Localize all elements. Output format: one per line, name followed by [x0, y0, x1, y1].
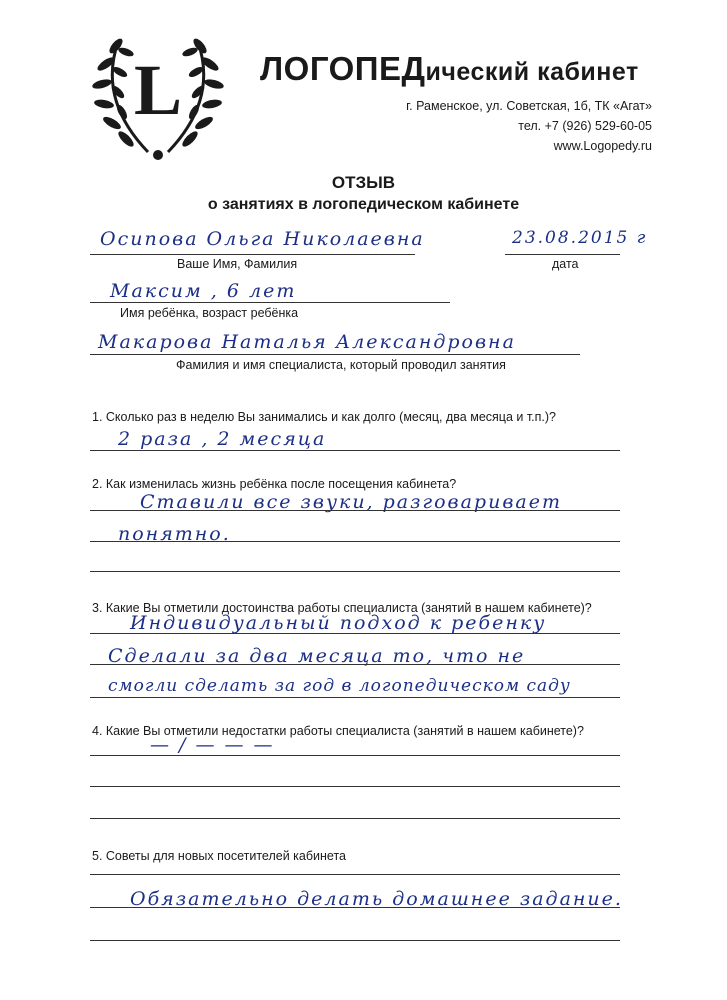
answer-line [90, 786, 620, 787]
answer-2-line-2: понятно. [118, 523, 231, 545]
answer-line [90, 697, 620, 698]
child-line [90, 302, 450, 303]
specialist-line [90, 354, 580, 355]
phone: тел. +7 (926) 529-60-05 [518, 119, 652, 133]
question-2: 2. Как изменилась жизнь ребёнка после посещения кабинета? [92, 477, 457, 491]
brand-rest: ический кабинет [425, 58, 639, 86]
brand-main: ЛОГОПЕД [260, 50, 426, 87]
answer-line [90, 874, 620, 875]
answer-line [90, 541, 620, 542]
answer-3-line-3: смогли сделать за год в логопедическом саду [108, 676, 571, 696]
name-handwritten: Осипова Ольга Николаевна [100, 228, 425, 250]
form-subtitle: о занятиях в логопедическом кабинете [207, 196, 520, 213]
specialist-caption: Фамилия и имя специалиста, который проводил занятия [176, 358, 506, 372]
date-caption: дата [552, 257, 579, 271]
answer-line [90, 571, 620, 572]
date-handwritten: 23.08.2015 г [512, 228, 648, 248]
answer-5-line-1: Обязательно делать домашнее задание. [130, 888, 623, 910]
answer-line [90, 940, 620, 941]
answer-4-line-1: — / — — — [150, 734, 275, 756]
question-3: 3. Какие Вы отметили достоинства работы специалиста (занятий в нашем кабинете)? [92, 601, 592, 615]
answer-3-line-1: Индивидуальный подход к ребенку [130, 612, 547, 634]
answer-line [90, 818, 620, 819]
answer-2-line-1: Ставили все звуки, разговаривает [140, 491, 562, 513]
name-line [90, 254, 415, 255]
date-line [505, 254, 620, 255]
name-caption: Ваше Имя, Фамилия [177, 257, 298, 271]
question-4: 4. Какие Вы отметили недостатки работы специалиста (занятий в нашем кабинете)? [92, 724, 584, 738]
brand-name [260, 50, 639, 88]
address: г. Раменское, ул. Советская, 1б, ТК «Агат» [406, 99, 652, 113]
answer-line [90, 450, 620, 451]
website: www.Logopedy.ru [553, 139, 652, 153]
answer-line [90, 633, 620, 634]
answer-3-line-2: Сделали за два месяца то, что не [108, 645, 526, 667]
form-title: ОТЗЫВ [331, 173, 396, 192]
answer-line [90, 907, 620, 908]
question-5: 5. Советы для новых посетителей кабинета [92, 849, 346, 863]
logo-letter: L [133, 50, 183, 130]
question-1: 1. Сколько раз в неделю Вы занимались и как долго (месяц, два месяца и т.п.)? [92, 410, 556, 424]
child-handwritten: Максим , 6 лет [110, 280, 297, 302]
laurel-logo [88, 20, 228, 170]
answer-line [90, 755, 620, 756]
answer-line [90, 510, 620, 511]
child-caption: Имя ребёнка, возраст ребёнка [120, 306, 299, 320]
specialist-handwritten: Макарова Наталья Александровна [98, 331, 516, 353]
answer-line [90, 664, 620, 665]
answer-1-line-1: 2 раза , 2 месяца [118, 428, 327, 450]
